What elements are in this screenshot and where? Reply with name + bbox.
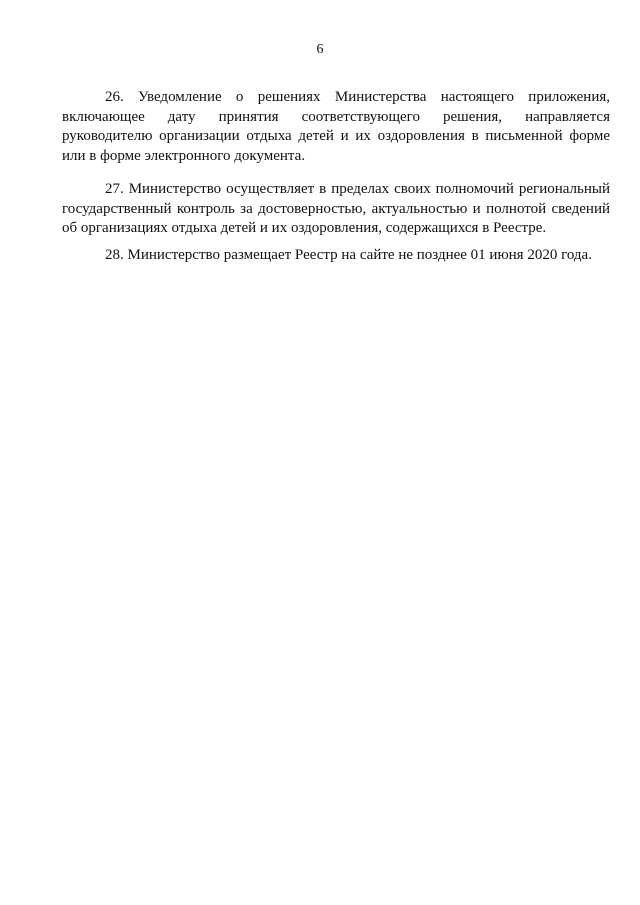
paragraph-line: включающее дату принятия соответствующего решения, направляется	[62, 108, 610, 125]
paragraph-26	[62, 88, 610, 166]
paragraph-line: руководителю организации отдыха детей и их оздоровления в письменной форме	[62, 128, 610, 144]
page-number: 6	[316, 42, 324, 57]
paragraph-27	[62, 180, 610, 239]
paragraph-line: 26. Уведомление о решениях Министерства настоящего приложения,	[105, 89, 610, 105]
paragraph-line: или в форме электронного документа.	[62, 147, 306, 164]
paragraph-line: 27. Министерство осуществляет в пределах своих полномочий региональный	[105, 181, 610, 197]
paragraph-line: государственный контроль за достоверностью, актуальностью и полнотой сведений	[62, 200, 610, 217]
paragraph-line: 28. Министерство размещает Реестр на сайте не позднее 01 июня 2020 года.	[105, 247, 592, 263]
paragraph-line: об организациях отдыха детей и их оздоровления, содержащихся в Реестре.	[62, 220, 547, 236]
paragraph-28	[62, 246, 610, 266]
